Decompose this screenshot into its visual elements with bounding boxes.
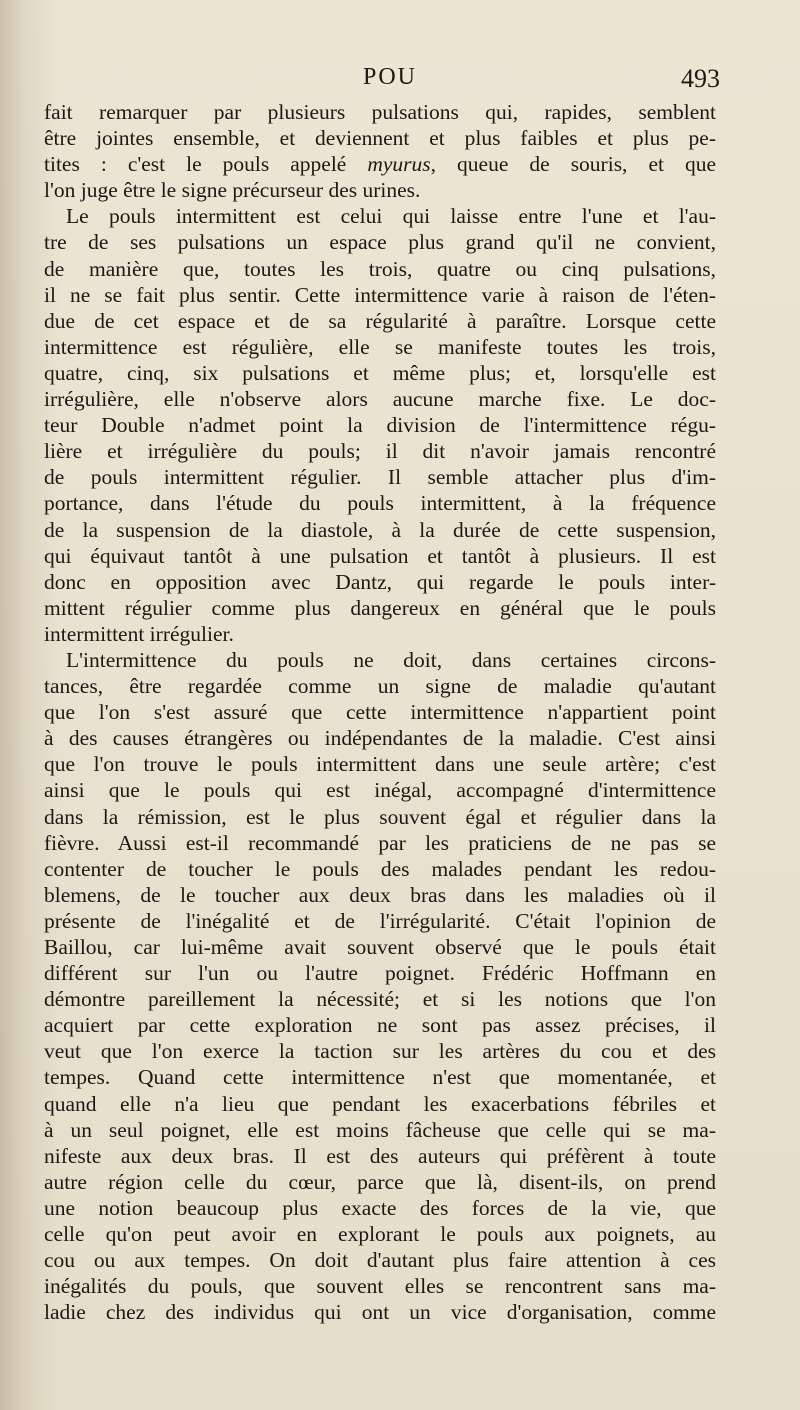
text-line: fièvre. Aussi est-il recommandé par les praticiens de ne pas se xyxy=(44,830,716,855)
text-line: cou ou aux tempes. On doit d'autant plus faire attention à ces xyxy=(44,1248,716,1273)
text-line: tre de ses pulsations un espace plus grand qu'il ne convient, xyxy=(44,230,716,255)
text-line: donc en opposition avec Dantz, qui regarde le pouls inter- xyxy=(44,569,716,594)
text-line: acquiert par cette exploration ne sont pas assez précises, il xyxy=(44,1013,716,1038)
text-line: démontre pareillement la nécessité; et si les notions que l'on xyxy=(44,987,716,1012)
running-head xyxy=(0,64,800,96)
text-line: il ne se fait plus sentir. Cette intermittence varie à raison de l'éten- xyxy=(44,282,716,307)
italic-term: myurus xyxy=(367,152,431,177)
text-line: de pouls intermittent régulier. Il semble attacher plus d'im- xyxy=(44,465,716,490)
text-line: l'on juge être le signe précurseur des urines. xyxy=(44,178,421,203)
text-line: mittent régulier comme plus dangereux en général que le pouls xyxy=(44,595,716,620)
text-line: autre région celle du cœur, parce que là, disent-ils, on prend xyxy=(44,1169,716,1194)
paragraph-start-line: Le pouls intermittent est celui qui laisse entre l'une et l'au- xyxy=(66,204,716,229)
text-line: tances, être regardée comme un signe de maladie qu'autant xyxy=(44,674,716,699)
text-line: tites : c'est le pouls appelé myurus, queue de souris, et que xyxy=(44,152,717,177)
text-line: qui équivaut tantôt à une pulsation et tantôt à plusieurs. Il est xyxy=(44,543,716,568)
text-line: que l'on trouve le pouls intermittent dans une seule artère; c'est xyxy=(44,752,716,777)
text-line: différent sur l'un ou l'autre poignet. Frédéric Hoffmann en xyxy=(44,961,716,986)
text-line: portance, dans l'étude du pouls intermittent, à la fréquence xyxy=(44,491,716,516)
text-line: quatre, cinq, six pulsations et même plus; et, lorsqu'elle est xyxy=(44,360,716,385)
text-line: nifeste aux deux bras. Il est des auteurs qui préfèrent à toute xyxy=(44,1143,716,1168)
text-line: intermittent irrégulier. xyxy=(44,621,234,646)
text-line: teur Double n'admet point la division de l'intermittence régu- xyxy=(44,413,716,438)
text-line: ainsi que le pouls qui est inégal, accompagné d'intermittence xyxy=(44,778,716,803)
text-line: quand elle n'a lieu que pendant les exacerbations fébriles et xyxy=(44,1091,716,1116)
text-line: Baillou, car lui-même avait souvent observé que le pouls était xyxy=(44,935,716,959)
running-head-title: POU xyxy=(362,64,417,90)
text-line: celle qu'on peut avoir en explorant le pouls aux poignets, au xyxy=(44,1222,716,1247)
paragraph-start-line: L'intermittence du pouls ne doit, dans certaines circons- xyxy=(66,647,716,672)
text-line: une notion beaucoup plus exacte des forces de la vie, que xyxy=(44,1195,716,1220)
text-line: contenter de toucher le pouls des malades pendant les redou- xyxy=(44,856,716,881)
text-line: dans la rémission, est le plus souvent égal et régulier dans la xyxy=(44,804,716,829)
text-line: de la suspension de la diastole, à la durée de cette suspension, xyxy=(44,517,716,542)
text-line: lière et irrégulière du pouls; il dit n'avoir jamais rencontré xyxy=(44,439,716,464)
text-line: ladie chez des individus qui ont un vice d'organisation, comme xyxy=(44,1300,716,1325)
text-line: à un seul poignet, elle est moins fâcheuse que celle qui se ma- xyxy=(44,1117,716,1142)
text-line: être jointes ensemble, et deviennent et plus faibles et plus pe- xyxy=(44,126,716,151)
text-line: veut que l'on exerce la taction sur les artères du cou et des xyxy=(44,1039,716,1064)
page-number: 493 xyxy=(681,64,720,93)
body-text xyxy=(44,99,716,1325)
text-line: de manière que, toutes les trois, quatre ou cinq pulsations, xyxy=(44,256,716,281)
text-line: tempes. Quand cette intermittence n'est que momentanée, et xyxy=(44,1065,716,1090)
text-line: que l'on s'est assuré que cette intermittence n'appartient point xyxy=(44,700,716,725)
text-line: blemens, de le toucher aux deux bras dans les maladies où il xyxy=(44,882,716,907)
text-line: inégalités du pouls, que souvent elles se rencontrent sans ma- xyxy=(44,1274,716,1299)
text-line: présente de l'inégalité et de l'irrégularité. C'était l'opinion de xyxy=(44,908,716,933)
text-line: irrégulière, elle n'observe alors aucune marche fixe. Le doc- xyxy=(44,387,716,412)
text-line: fait remarquer par plusieurs pulsations qui, rapides, semblent xyxy=(44,100,716,124)
text-line: due de cet espace et de sa régularité à paraître. Lorsque cette xyxy=(44,308,716,333)
text-line: à des causes étrangères ou indépendantes de la maladie. C'est ainsi xyxy=(44,726,716,751)
text-line: intermittence est régulière, elle se manifeste toutes les trois, xyxy=(44,334,716,359)
